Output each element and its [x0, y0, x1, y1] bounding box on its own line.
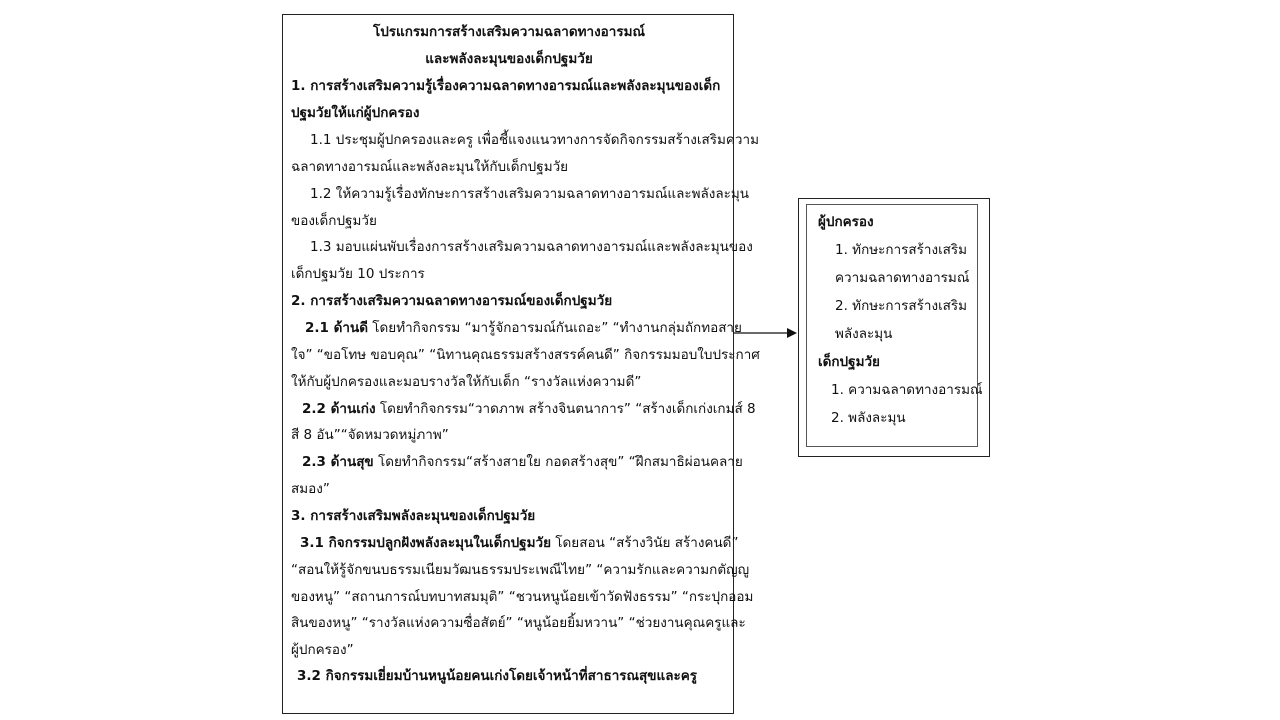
item-1-2: 1.2 ให้ความรู้เรื่องทักษะการสร้างเสริมความฉลาดทางอารมณ์และพลังละมุน: [310, 186, 750, 202]
item-3-1: ผู้ปกครอง”: [291, 642, 354, 658]
item-1-3: เด็กปฐมวัย 10 ประการ: [291, 266, 425, 282]
section-2-heading: 2. การสร้างเสริมความฉลาดทางอารมณ์ของเด็กปฐมวัย: [291, 293, 613, 309]
program-box: [282, 14, 760, 714]
item-3-1: [300, 533, 738, 553]
item-1-2: ของเด็กปฐมวัย: [291, 213, 377, 229]
item-2-1: ให้กับผู้ปกครองและมอบรางวัลให้กับเด็ก “รางวัลแห่งความดี”: [291, 374, 642, 390]
item-2-2: สี 8 อัน”“จัดหมวดหมู่ภาพ”: [291, 427, 449, 443]
arrow-icon: [733, 326, 799, 340]
item-2-2-text: โดยทำกิจกรรม“วาดภาพ สร้างจินตนาการ” “สร้างเด็กเก่งเกมส์ 8: [375, 401, 756, 417]
parent-outcome-2: 2. ทักษะการสร้างเสริม: [835, 298, 968, 314]
section-3-heading: 3. การสร้างเสริมพลังละมุนของเด็กปฐมวัย: [291, 508, 536, 524]
item-3-1-text: โดยสอน “สร้างวินัย สร้างคนดี”: [551, 535, 739, 551]
child-outcome-1: 1. ความฉลาดทางอารมณ์: [831, 382, 983, 398]
program-title: และพลังละมุนของเด็กปฐมวัย: [425, 51, 593, 67]
item-1-1: 1.1 ประชุมผู้ปกครองและครู เพื่อชี้แจงแนวทางการจัดกิจกรรมสร้างเสริมความ: [310, 132, 759, 148]
section-1-heading: 1. การสร้างเสริมความรู้เรื่องความฉลาดทางอารมณ์และพลังละมุนของเด็ก: [291, 78, 721, 94]
item-3-2: 3.2 กิจกรรมเยี่ยมบ้านหนูน้อยคนเก่งโดยเจ้าหน้าที่สาธารณสุขและครู: [297, 668, 698, 684]
parents-heading: ผู้ปกครอง: [818, 214, 874, 230]
item-3-1: ของหนู” “สถานการณ์บทบาทสมมุติ” “ชวนหนูน้อยเข้าวัดฟังธรรม” “กระปุกออม: [291, 589, 754, 605]
item-2-3-text: โดยทำกิจกรรม“สร้างสายใย กอดสร้างสุข” “ฝึกสมาธิผ่อนคลาย: [373, 454, 743, 470]
item-3-1-label: 3.1 กิจกรรมปลูกฝังพลังละมุนในเด็กปฐมวัย: [300, 535, 551, 551]
item-2-3: สมอง”: [291, 481, 330, 497]
child-outcome-2: 2. พลังละมุน: [831, 410, 906, 426]
item-1-3: 1.3 มอบแผ่นพับเรื่องการสร้างเสริมความฉลาดทางอารมณ์และพลังละมุนของ: [310, 239, 753, 255]
program-title: โปรแกรมการสร้างเสริมความฉลาดทางอารมณ์: [372, 24, 646, 40]
item-2-1: ใจ” “ขอโทษ ขอบคุณ” “นิทานคุณธรรมสร้างสรรค์คนดี” กิจกรรมมอบใบประกาศ: [291, 347, 760, 363]
item-2-2-label: 2.2 ด้านเก่ง: [302, 401, 376, 417]
parent-outcome-1: 1. ทักษะการสร้างเสริม: [835, 242, 968, 258]
children-heading: เด็กปฐมวัย: [818, 354, 880, 370]
item-2-1-text: โดยทำกิจกรรม “มารู้จักอารมณ์กันเถอะ” “ทำงานกลุ่มถักทอสาย: [367, 320, 742, 336]
item-2-1: [305, 318, 742, 338]
section-1-heading: ปฐมวัยให้แก่ผู้ปกครอง: [291, 105, 420, 121]
parent-outcome-1: ความฉลาดทางอารมณ์: [835, 270, 970, 286]
item-3-1: สินของหนู” “รางวัลแห่งความซื่อสัตย์” “หนูน้อยยิ้มหวาน” “ช่วยงานคุณครูและ: [291, 615, 746, 631]
item-1-1: ฉลาดทางอารมณ์และพลังละมุนให้กับเด็กปฐมวัย: [291, 159, 569, 175]
parent-outcome-2: พลังละมุน: [835, 326, 893, 342]
item-3-1: “สอนให้รู้จักขนบธรรมเนียมวัฒนธรรมประเพณีไทย” “ความรักและความกตัญญู: [291, 562, 750, 578]
item-2-3: [302, 452, 743, 472]
outcomes-inner-box: [806, 204, 983, 447]
item-2-1-label: 2.1 ด้านดี: [305, 320, 368, 336]
item-2-2: [302, 399, 756, 419]
item-2-3-label: 2.3 ด้านสุข: [302, 454, 374, 470]
